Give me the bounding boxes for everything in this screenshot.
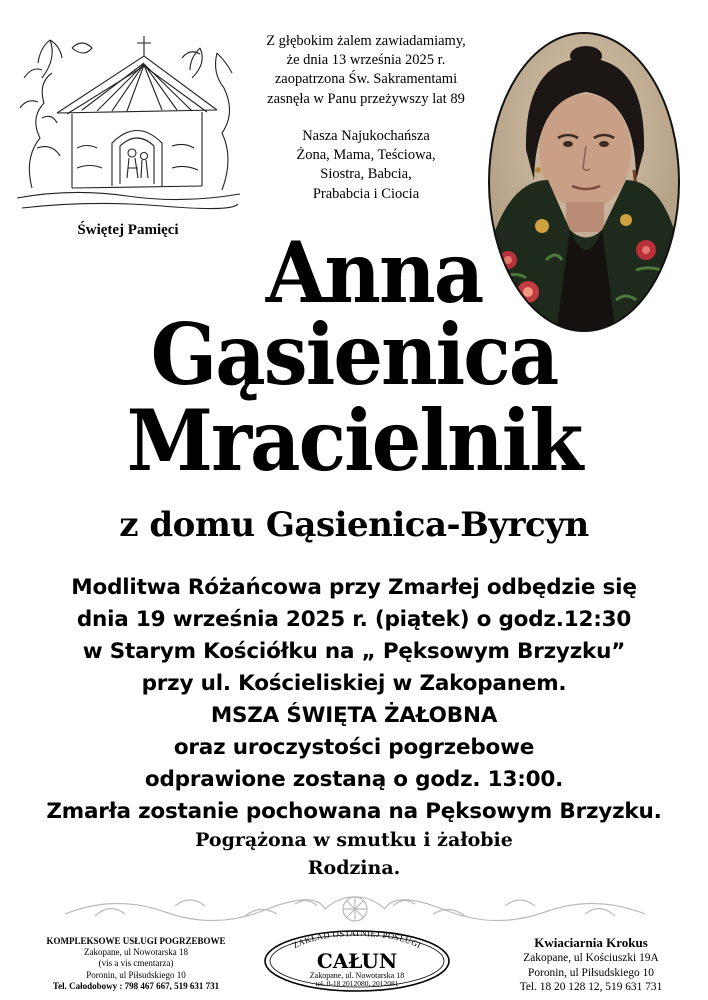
relation-line: Prababcia i Ciocia: [312, 185, 420, 202]
intro-line: że dnia 13 września 2025 r.: [286, 52, 446, 69]
logo-brand: CAŁUN: [316, 949, 398, 973]
maiden-name: z domu Gąsienica-Byrcyn: [119, 505, 589, 545]
left-company-title: KOMPLEKSOWE USŁUGI POGRZEBOWE: [46, 936, 226, 946]
intro-line: zasnęła w Panu przeżywszy lat 89: [267, 90, 465, 107]
relation-line: Żona, Mama, Teściowa,: [296, 147, 436, 164]
intro-text: [242, 32, 490, 109]
announcement-line: MSZA ŚWIĘTA ŻAŁOBNA: [210, 703, 498, 728]
intro-line: zaopatrzona Św. Sakramentami: [274, 71, 458, 88]
funeral-announcement: [0, 572, 708, 828]
mourners-line: Pogrążona w smutku i żałobie: [195, 829, 513, 851]
announcement-line: przy ul. Kościeliskiej w Zakopanem.: [141, 671, 567, 696]
funeral-services-info: [22, 936, 250, 992]
logo-arc-text: ZAKŁAD OSTATNIEJ POSŁUGI: [290, 928, 424, 951]
florist-line: Poronin, ul Piłsudskiego 10: [528, 966, 654, 979]
left-company-line: Poronin, ul Piłsudskiego 10: [86, 969, 186, 980]
florist-phone: Tel. 18 20 128 12, 519 631 731: [519, 981, 663, 994]
memory-caption: Świętej Pamięci: [77, 222, 179, 238]
florist-line: Zakopane, ul Kościuszki 19A: [523, 951, 659, 964]
logo-address: Zakopane, ul. Nowotarska 18: [309, 971, 405, 980]
florist-info: [480, 936, 702, 995]
chapel-drawing-icon: [12, 18, 242, 218]
announcement-line: w Starym Kościółku na „ Pęksowym Brzyzku”: [82, 639, 626, 664]
intro-line: Z głębokim żalem zawiadamiamy,: [266, 33, 466, 49]
surname-second: Mracielnik: [126, 392, 582, 491]
announcement-line: oraz uroczystości pogrzebowe: [173, 735, 535, 760]
mourners-line: Rodzina.: [307, 857, 401, 879]
relation-line: Nasza Najukochańsza: [302, 128, 430, 144]
left-company-phone: Tel. Całodobowy : 798 467 667, 519 631 731: [52, 980, 220, 991]
first-name: Anna: [265, 224, 483, 323]
floral-ornament-icon: [55, 892, 655, 926]
logo-phone: tel. 0-18 2012080, 2012081: [315, 979, 399, 988]
surname-first: Gąsienica: [150, 306, 558, 405]
left-company-line: Zakopane, ul Nowotarska 18: [84, 947, 188, 958]
announcement-line: Modlitwa Różańcowa przy Zmarłej odbędzie się: [71, 575, 637, 600]
announcement-line: odprawione zostaną o godz. 13:00.: [144, 767, 564, 792]
calun-logo-icon: [262, 928, 452, 992]
announcement-line: dnia 19 września 2025 r. (piątek) o godz.12:30: [76, 607, 632, 632]
left-company-line: (vis a vis cmentarza): [98, 958, 174, 969]
mourners: [0, 826, 708, 882]
florist-title: Kwiaciarnia Krokus: [534, 935, 648, 950]
relations-text: [242, 127, 490, 204]
announcement-line: Zmarła zostanie pochowana na Pęksowym Brzyzku.: [46, 799, 662, 824]
relation-line: Siostra, Babcia,: [320, 166, 412, 183]
